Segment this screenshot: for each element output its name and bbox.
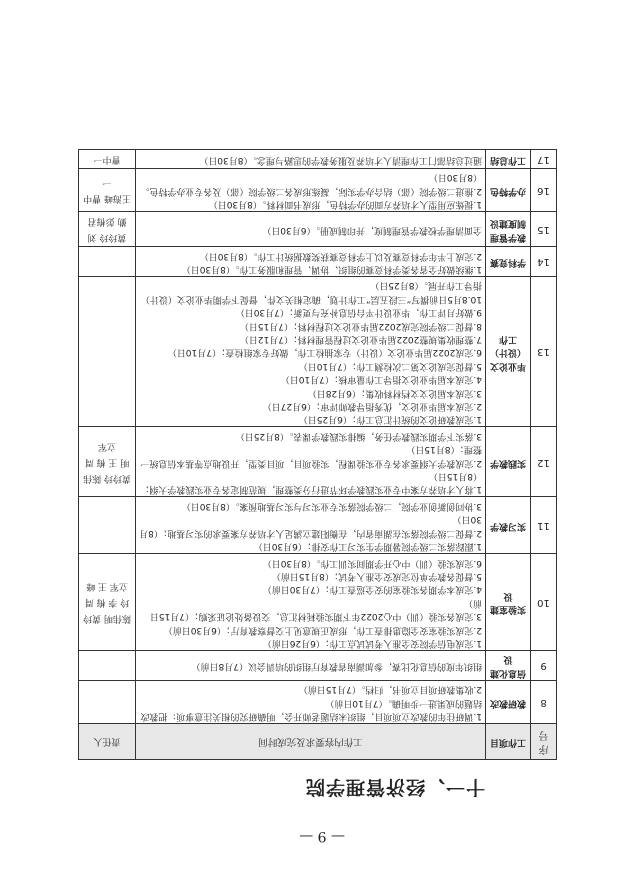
- content-line: 2.完成实验室安全隐患排查工作，形成正规意见上交督察教育厅；（6月30日前）: [163, 624, 482, 635]
- row-responsible: 曹中一: [79, 149, 136, 168]
- row-content: [136, 497, 486, 554]
- table-row: [79, 212, 557, 247]
- row-content: [136, 149, 486, 168]
- content-line: 1.将人才培养方案中专业实践教学环节进行分类整理，规范制定各专业实践教学大纲；（8月15日）: [140, 471, 482, 495]
- row-content: [136, 277, 486, 427]
- content-line: 3.协同创新创业学院，二级学院落实专业实习与实习基地预案。（8月30日）: [181, 500, 482, 511]
- content-line: 2.督促二级学院落实在湖南省内，在衡阳建立满足人才培养方案要求的实习基地；（8月30日）: [139, 514, 482, 538]
- table-row: [79, 149, 557, 168]
- row-responsible: [79, 247, 136, 277]
- row-item: 教研教改: [486, 680, 531, 723]
- content-line: 10.8月5日前撰写“三段五层”工作计划，确定相关文件，督促下学期毕业论文（设计）指导工作开展。（8月25日）: [140, 280, 482, 304]
- row-responsible: 王海峰 曹中一: [79, 168, 136, 211]
- header-item: 工作项目: [486, 724, 531, 760]
- header-no: 序号: [531, 724, 557, 760]
- content-line: 全面清理学校教学管理制度，并印制成册。（6月30日）: [262, 224, 482, 235]
- row-responsible: [79, 497, 136, 554]
- content-line: 1.继续做好全省各类学科竞赛的组织、协调、管理和服务工作。（8月30日）: [181, 264, 482, 274]
- content-line: 组织年度的信息化比赛，参加湖南省教育厅组织的培训会议（7月8日前）: [191, 661, 482, 672]
- content-line: 5.督促各教学单位完成安全准入考试；（8月15日前）: [271, 570, 482, 581]
- row-number: 17: [531, 149, 557, 168]
- content-line: 1.调研往年的教改立项项目，组织未结题老师开会，明确研究的相关注意事项：把教改结题的成果进一步明确。（7月10日前）: [140, 697, 482, 721]
- header-resp: 责任人: [79, 724, 136, 760]
- row-responsible: [79, 650, 136, 680]
- content-line: 2.完成上半年学科竞赛及以上学科竞赛获奖数据统计工作。（8月30日）: [199, 250, 482, 261]
- row-responsible: [79, 680, 136, 723]
- row-responsible: [79, 277, 136, 427]
- content-line: 3.完成本届论文文档材料收集；（6月28日）: [307, 387, 482, 398]
- content-line: 1.提炼应用型人才培养方面的办学特色，形成书面材料。（8月30日）: [208, 199, 482, 210]
- row-number: 15: [531, 212, 557, 247]
- table-row: [79, 554, 557, 651]
- row-content: [136, 650, 486, 680]
- content-line: 1.跟踪落实二级学院暑期学生实习工作安排；（6月30日）: [253, 541, 482, 552]
- content-line: 1.完成教研论文的统计汇总工作；（6月25日）: [298, 414, 482, 425]
- row-number: 8: [531, 680, 557, 723]
- content-line: 3.落实下学期实践教学任务，编排实践教学课表。（8月25日）: [235, 430, 482, 441]
- row-content: [136, 247, 486, 277]
- row-content: [136, 427, 486, 497]
- row-item: 实践教学: [486, 427, 531, 497]
- content-line: 6.完成2022届毕业论文（设计）专家抽检工作，做好专家组检查；（7月10日）: [167, 347, 482, 358]
- page-number: — 9 —: [299, 828, 345, 844]
- work-plan-table: [78, 149, 557, 760]
- table-row: [79, 247, 557, 277]
- row-number: 9: [531, 650, 557, 680]
- row-number: 12: [531, 427, 557, 497]
- content-line: 2.完成本届毕业论文，优秀指导教师评审；（6月27日）: [262, 401, 482, 412]
- content-line: 4.完成本届毕业论文指导工作量审核；（7月10日）: [280, 374, 482, 385]
- row-content: [136, 168, 486, 211]
- row-item: 办学特色: [486, 168, 531, 211]
- row-item: 教学管理制度建设: [486, 212, 531, 247]
- row-number: 14: [531, 247, 557, 277]
- table-header-row: [79, 724, 557, 760]
- content-line: 8.督促二级学院完成2022届毕业论文过程材料；（7月15日）: [239, 320, 482, 331]
- content-line: 1.完成电信学院安全准入考试试点工作；（6月26日前）: [262, 637, 482, 648]
- header-content: 工作内容要求及完成时间: [136, 724, 486, 760]
- row-responsible: 黄玲玲 陈伟明 王 梅 周立军: [79, 427, 136, 497]
- table-row: [79, 680, 557, 723]
- row-content: [136, 212, 486, 247]
- content-line: 9.做好月评工作，毕业设计平台信息补充与更新；（7月30日）: [235, 307, 482, 318]
- row-item: 毕业论文（设计）工作: [486, 277, 531, 427]
- row-content: [136, 554, 486, 651]
- content-line: 2.推进二级学院（部）结合办学实际，凝练形成各二级学院（部）及各专业办学特色。（8月30日）: [140, 172, 482, 196]
- content-line: 7.整理收集规整2022届毕业论文过程管理材料；（7月12日）: [239, 334, 482, 345]
- row-responsible: 陈伟明 黄玲玲 李 梅 周立军 王 峰: [79, 554, 136, 651]
- table-row: [79, 427, 557, 497]
- section-title: 十一、经济管理学院: [304, 776, 485, 798]
- row-number: 10: [531, 554, 557, 651]
- row-item: 工作总结: [486, 149, 531, 168]
- table-row: [79, 277, 557, 427]
- content-line: 6.完成实验（训）中心开学期间实训工作。（8月30日）: [262, 557, 482, 568]
- content-line: 2.完成教学大纲要求各专业实验课程，实验项目，项目类型，开设地点等基本信息统一整理；（8月15日）: [140, 444, 482, 468]
- table-row: [79, 168, 557, 211]
- row-item: 实习教学: [486, 497, 531, 554]
- row-item: 学科竞赛: [486, 247, 531, 277]
- table-row: [79, 650, 557, 680]
- row-number: 11: [531, 497, 557, 554]
- row-item: 信息化建设: [486, 650, 531, 680]
- row-number: 13: [531, 277, 557, 427]
- table-row: [79, 497, 557, 554]
- row-responsible: 黄玲玲 刘 勤 彭梅君: [79, 212, 136, 247]
- content-line: 2.收集教研项目立项书，归档。（7月15日前）: [298, 684, 482, 695]
- content-line: 4.完成本学期各实验室的安全巡查工作；（7月30日前）: [262, 584, 482, 595]
- content-line: 5.督促完成论文第二次检测工作；（7月10日）: [298, 360, 482, 371]
- row-content: [136, 680, 486, 723]
- row-number: 16: [531, 168, 557, 211]
- row-item: 实验室建设: [486, 554, 531, 651]
- content-line: 通过总结部门工作理清人才培养及服务教学的思路与理念。（8月30日）: [199, 154, 482, 165]
- content-line: 3.完成各实验（训）中心2022年下期实验耗材汇总，交设备处论证采购；（7月15日前）: [149, 597, 482, 622]
